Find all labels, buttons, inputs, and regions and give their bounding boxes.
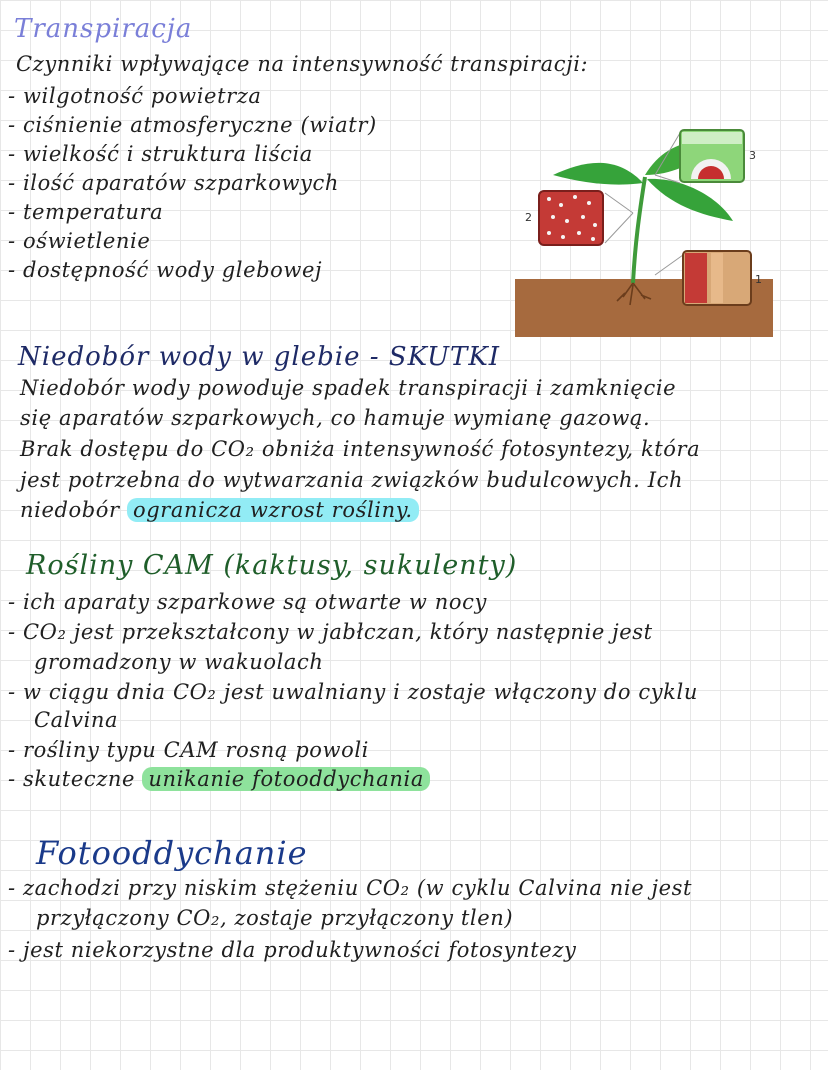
fotooddychanie-line: przyłączony CO₂, zostaje przyłączony tlen) [36, 906, 514, 930]
cam-line: - ich aparaty szparkowe są otwarte w nocy [8, 590, 487, 614]
inset-leaf-epidermis [682, 132, 742, 144]
transpiracja-item: - wielkość i struktura liścia [8, 142, 313, 166]
niedobor-last-prefix: niedobór [20, 498, 120, 522]
transpiracja-item: - dostępność wody glebowej [8, 258, 323, 282]
section-title-transpiracja: Transpiracja [14, 14, 193, 44]
stem [633, 177, 645, 283]
transpiracja-item: - ilość aparatów szparkowych [8, 171, 339, 195]
niedobor-last-line [20, 498, 419, 522]
fotooddychanie-line: - zachodzi przy niskim stężeniu CO₂ (w cyklu Calvina nie jest [8, 876, 693, 900]
section-title-niedobor: Niedobór wody w glebie - SKUTKI [18, 342, 501, 372]
leaf-left [553, 163, 643, 185]
highlight-unikanie: unikanie fotooddychania [142, 767, 430, 791]
diagram-label-1: 1 [755, 273, 762, 286]
cam-line: Calvina [34, 708, 119, 732]
cam-line: gromadzony w wakuolach [34, 650, 324, 674]
connector-line [655, 255, 683, 275]
inset-root-xylem [685, 253, 707, 303]
niedobor-line: się aparatów szparkowych, co hamuje wymianę gazową. [20, 406, 651, 430]
diagram-label-2: 2 [525, 211, 532, 224]
section-title-fotooddychanie: Fotooddychanie [36, 834, 308, 872]
cam-last-line [8, 767, 430, 791]
transpiracja-item: - temperatura [8, 200, 164, 224]
highlight-ogranicza: ogranicza wzrost rośliny. [127, 498, 419, 522]
transpiracja-item: - oświetlenie [8, 229, 151, 253]
fotooddychanie-line: - jest niekorzystne dla produktywności fotosyntezy [8, 938, 577, 962]
transpiracja-intro: Czynniki wpływające na intensywność transpiracji: [16, 52, 589, 76]
plant-diagram [505, 125, 775, 340]
inset-root-cortex [711, 253, 723, 303]
diagram-label-3: 3 [749, 149, 756, 162]
transpiracja-item: - wilgotność powietrza [8, 84, 262, 108]
cam-line: - CO₂ jest przekształcony w jabłczan, który następnie jest [8, 620, 653, 644]
transpiracja-item: - ciśnienie atmosferyczne (wiatr) [8, 113, 377, 137]
niedobor-line: jest potrzebna do wytwarzania związków budulcowych. Ich [20, 468, 684, 492]
niedobor-line: Niedobór wody powoduje spadek transpiracji i zamknięcie [20, 376, 677, 400]
niedobor-line: Brak dostępu do CO₂ obniża intensywność fotosyntezy, która [20, 437, 701, 461]
section-title-cam: Rośliny CAM (kaktusy, sukulenty) [26, 550, 518, 581]
cam-last-prefix: - skuteczne [8, 767, 136, 791]
connector-line [605, 193, 633, 213]
connector-line [605, 213, 633, 243]
cam-line: - rośliny typu CAM rosną powoli [8, 738, 369, 762]
leaf-right [647, 179, 733, 221]
cam-line: - w ciągu dnia CO₂ jest uwalniany i zostaje włączony do cyklu [8, 680, 698, 704]
